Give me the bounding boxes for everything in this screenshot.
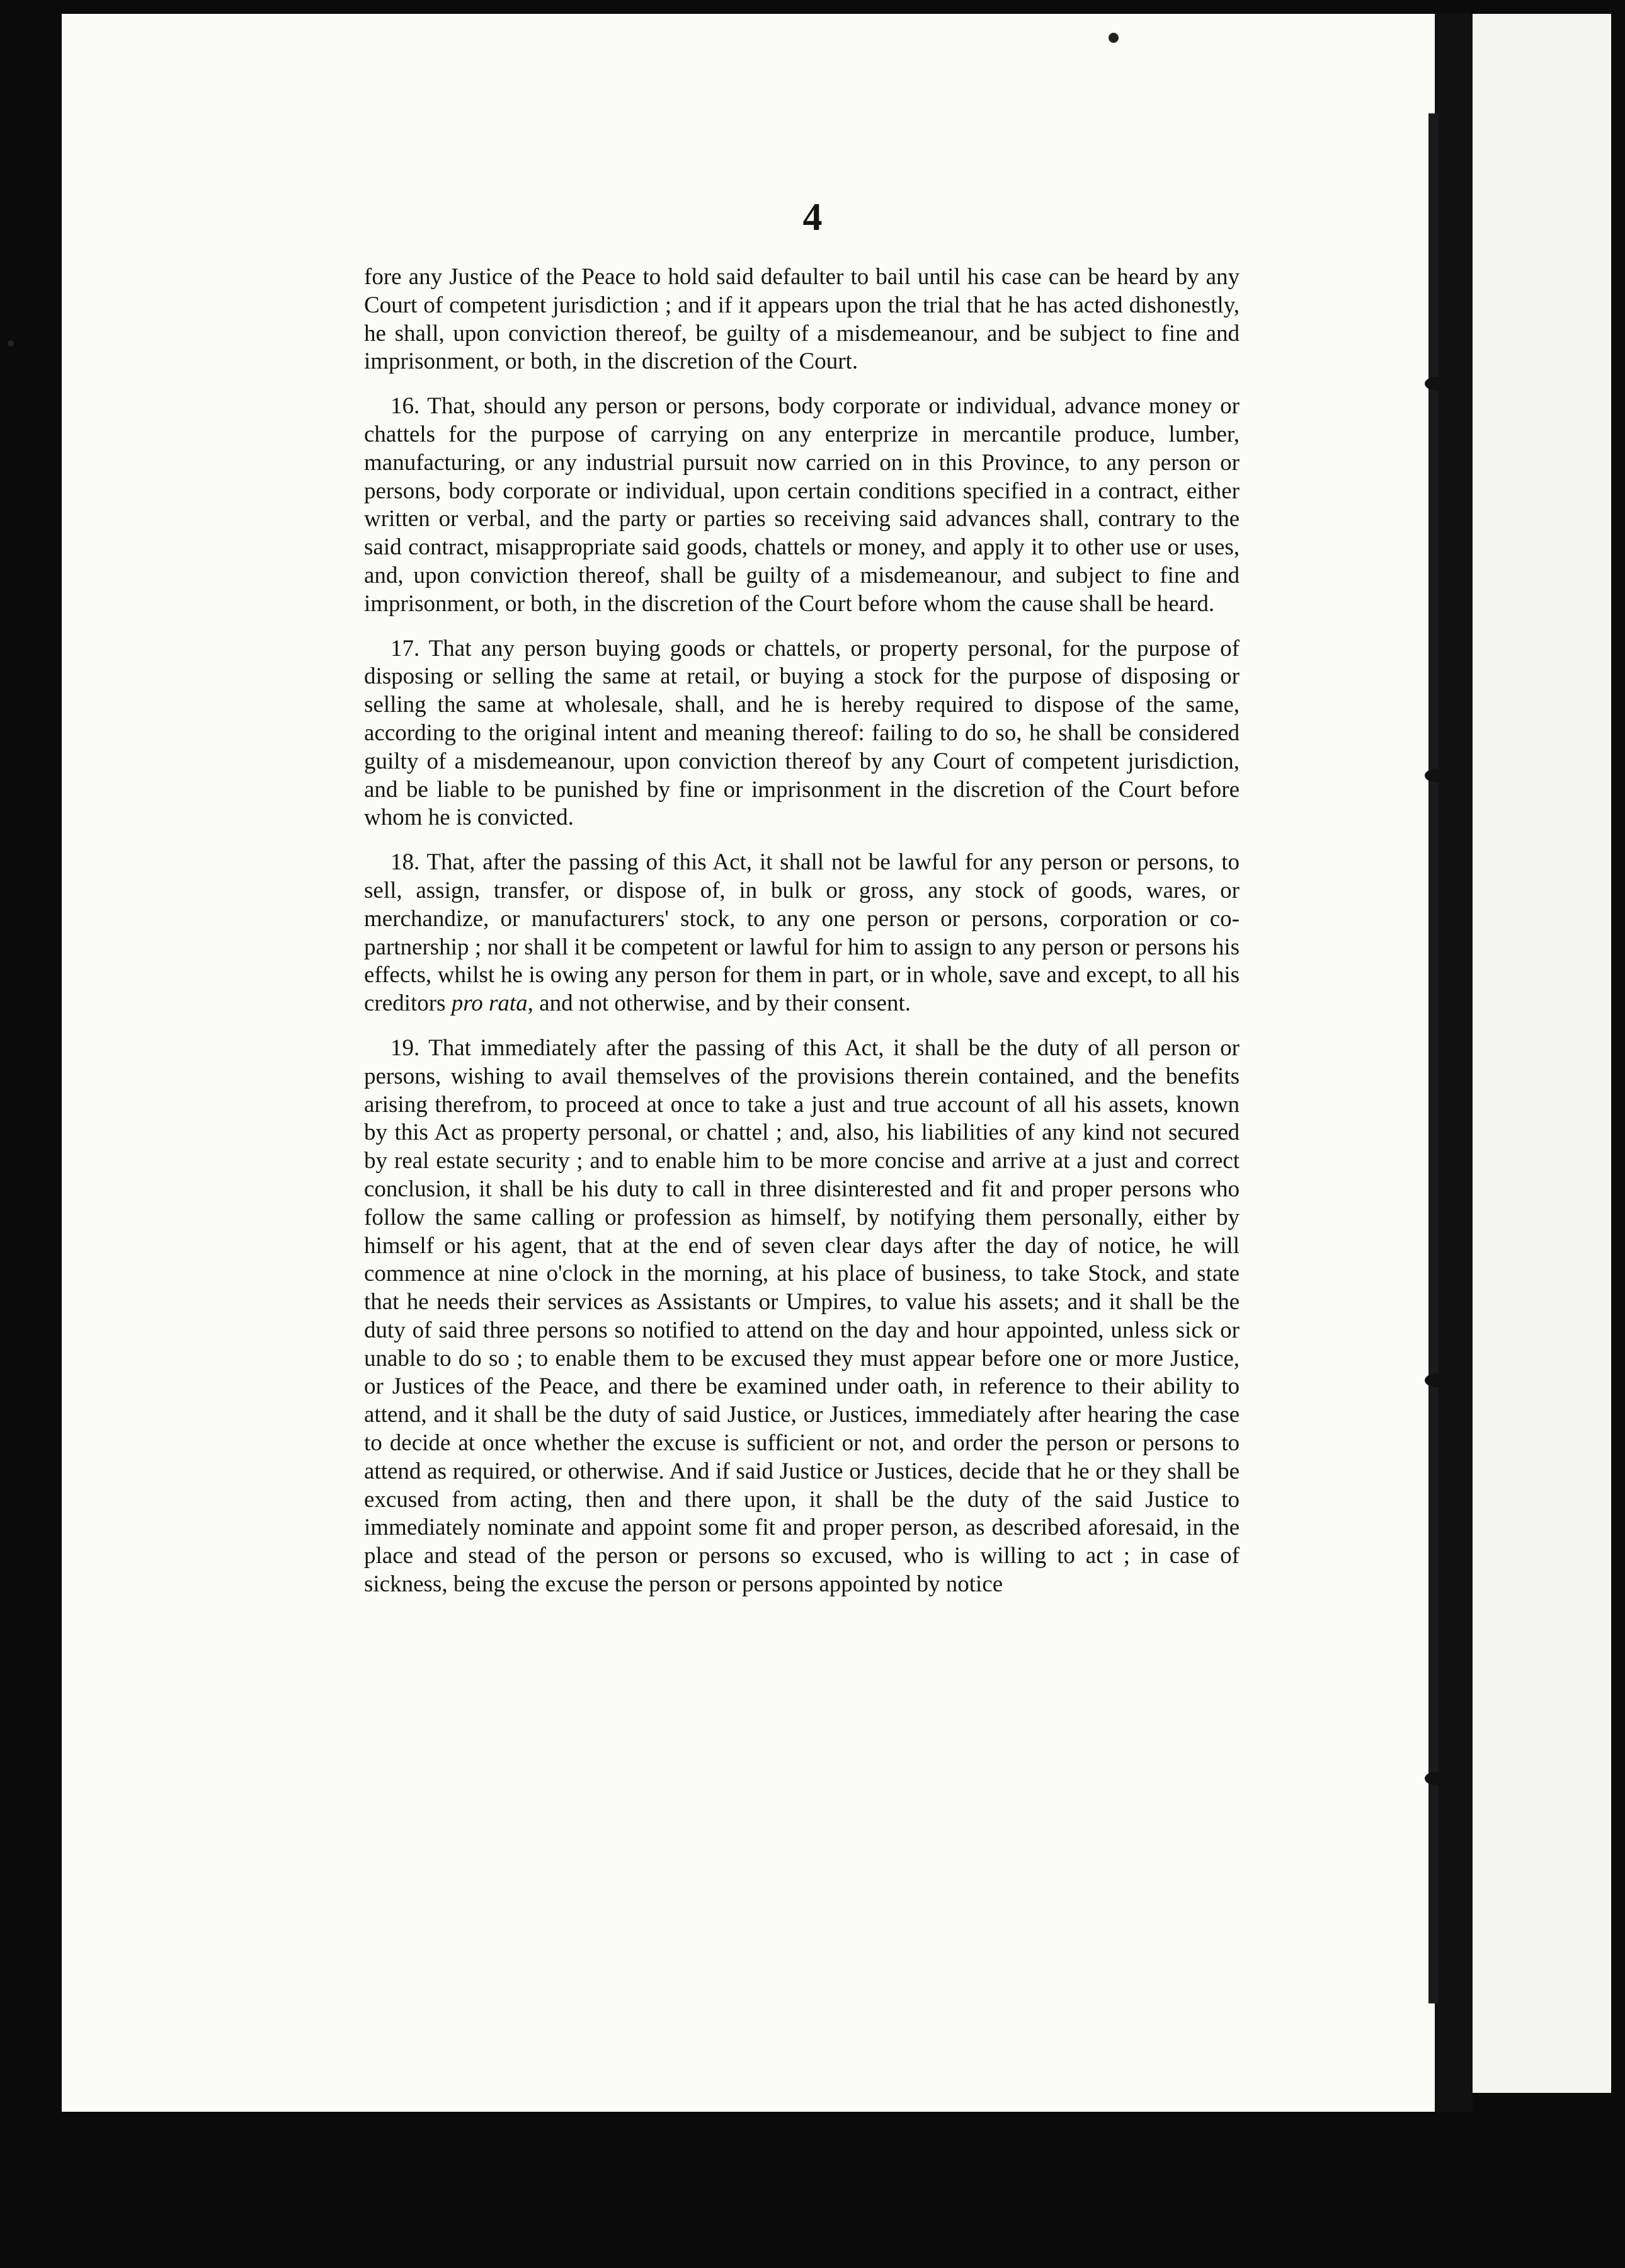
paragraph-section-17: 17. That any person buying goods or chattels, or property personal, for the purpose of disposing or selling the same at retail, or buying a stock for the purpose of disposing or selling the same at wholesale, shall, and he is hereby required to dispose of the same, according to the original intent and meaning thereof: failing to do so, he shall be considered guilty of a misdemeanour, upon conviction thereof by any Court of competent jurisdiction, and be liable to be punished by fine or imprisonment in the discretion of the Court before whom he is convicted.	[364, 635, 1240, 831]
paragraph-continuation: fore any Justice of the Peace to hold said defaulter to bail until his case can be heard by any Court of competent jurisdiction ; and if it appears upon the trial that he has acted dishonestly, he shall, upon conviction thereof, be guilty of a misdemeanour, and be subject to fine and imprisonment, or both, in the discretion of the Court.	[364, 264, 1240, 375]
adjacent-page	[1473, 14, 1611, 2093]
binding-edge	[1428, 113, 1439, 2003]
binding-mark	[1425, 769, 1449, 782]
binding-shadow	[1435, 14, 1473, 2112]
ink-speck	[8, 340, 14, 346]
binding-mark	[1425, 1373, 1449, 1387]
page-number: 4	[802, 196, 823, 239]
paragraph-section-19: 19. That immediately after the passing of this Act, it shall be the duty of all person or persons, wishing to avail themselves of the provisions therein contained, and the benefits arising therefrom, to proceed at once to take a just and true account of all his assets, known by this Act as property personal, or chattel ; and, also, his liabilities of any kind not secured by real estate security ; and to enable him to be more concise and arrive at a just and correct conclusion, it shall be his duty to call in three disinterested and fit and proper persons who follow the same calling or profession as himself, by notifying them personally, either by himself or his agent, that at the end of seven clear days after the day of notice, he will commence at nine o'clock in the morning, at his place of business, to take Stock, and state that he needs their services as Assistants or Umpires, to value his assets; and it shall be the duty of said three persons so notified to attend on the day and hour appointed, unless sick or unable to do so ; to enable them to be excused they must appear before one or more Justice, or Justices of the Peace, and there be examined under oath, in reference to their ability to attend, and it shall be the duty of said Justice, or Justices, immediately after hearing the case to decide at once whether the excuse is sufficient or not, and order the person or persons to attend as required, or otherwise. And if said Justice or Justices, decide that he or they shall be excused from acting, then and there upon, it shall be the duty of the said Justice to immediately nominate and appoint some fit and proper person, as described aforesaid, in the place and stead of the person or persons so excused, who is willing to act ; in case of sickness, being the excuse the person or persons appointed by notice	[364, 1034, 1240, 1598]
paragraph-section-16: 16. That, should any person or persons, body corporate or individual, advance money or chattels for the purpose of carrying on any enterprize in mercantile produce, lumber, manufacturing, or any industrial pursuit now carried on in this Province, to any person or persons, body corporate or individual, upon certain conditions specified in a contract, either written or verbal, and the party or parties so receiving said advances shall, contrary to the said contract, misappropriate said goods, chattels or money, and apply it to other use or uses, and, upon conviction thereof, shall be guilty of a misdemeanour, and subject to fine and imprisonment, or both, in the discretion of the Court before whom the cause shall be heard.	[364, 393, 1240, 617]
paragraph-section-18	[364, 849, 1240, 1018]
section-18-text: 18. That, after the passing of this Act, it shall not be lawful for any person or persons, to sell, assign, transfer, or dispose of, in bulk or gross, any stock of goods, wares, or merchandize, or manufacturers' stock, to any one person or persons, corporation or co-partnership ; nor shall it be competent or lawful for him to assign to any person or persons his effects, whilst he is owing any person for them in part, or in whole, save and except, to all his creditors	[364, 849, 1240, 1017]
binding-mark	[1425, 1772, 1449, 1785]
pro-rata-italic: pro rata,	[451, 990, 533, 1017]
binding-mark	[1425, 377, 1449, 391]
section-18-text-end: and not otherwise, and by their consent.	[533, 990, 911, 1017]
ink-speck	[1109, 33, 1119, 43]
body-text	[364, 263, 1240, 1615]
